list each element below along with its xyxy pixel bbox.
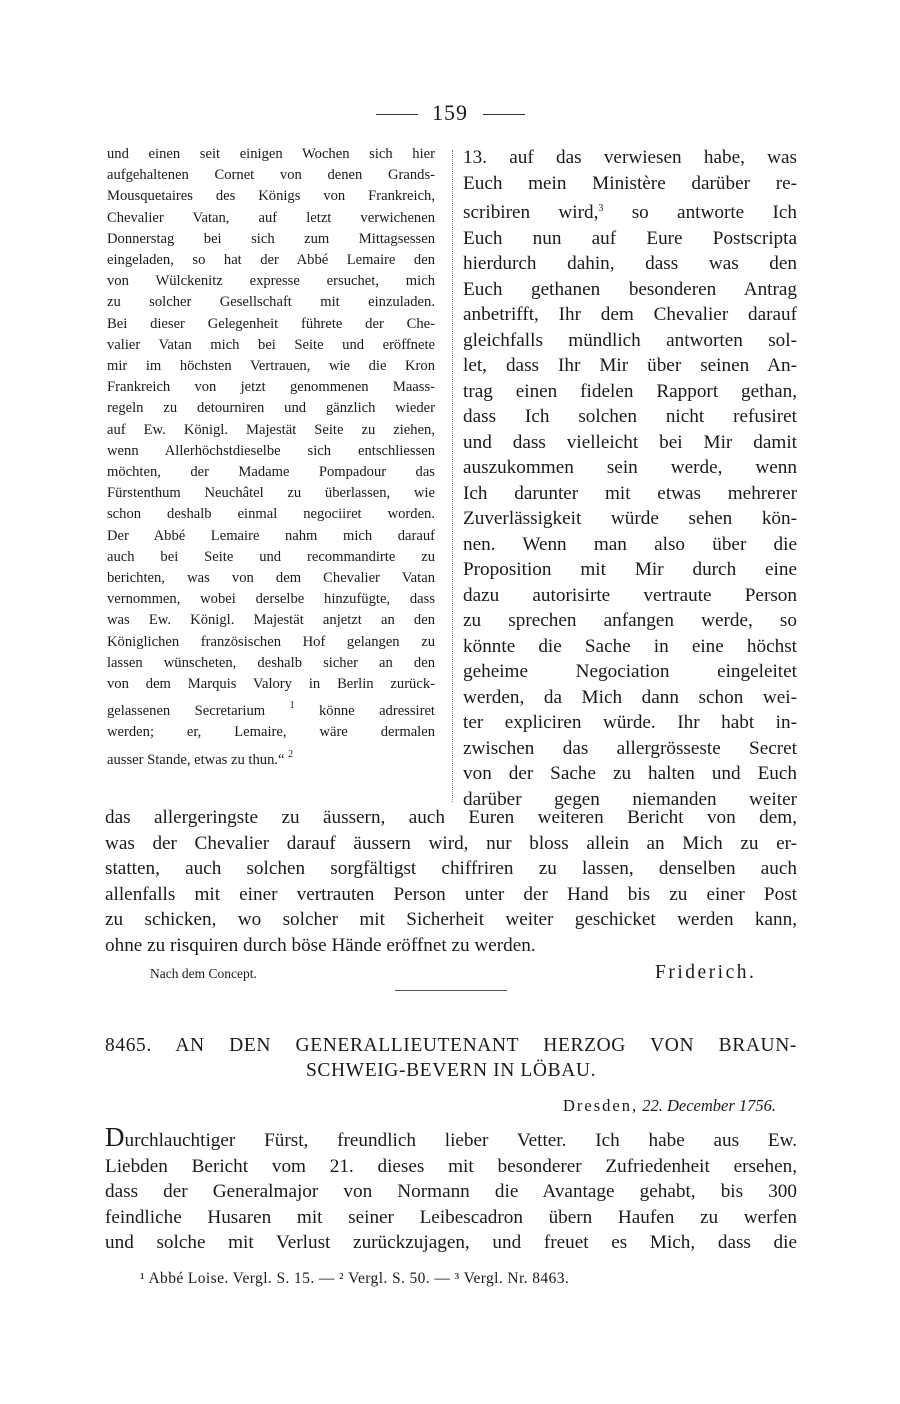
left-column-line: auf Ew. Königl. Majestät Seite zu ziehen, bbox=[107, 421, 435, 438]
paragraph-line: was der Chevalier darauf äussern wird, nur bloss allein an Mich zu er- bbox=[105, 832, 797, 854]
left-column-line: regeln zu detourniren und gänzlich wieder bbox=[107, 400, 435, 417]
right-column-line: dazu autorisirte vertraute Person bbox=[463, 584, 797, 606]
date-place: Dresden, bbox=[562, 1096, 639, 1115]
left-column bbox=[107, 144, 435, 771]
right-column-line: und dass vielleicht bei Mir damit bbox=[463, 431, 797, 453]
left-column-line: mir im höchsten Vertrauen, wie die Kron bbox=[107, 358, 435, 375]
footnote-marker: 2 bbox=[288, 748, 294, 760]
right-column-line: Euch nun auf Eure Postscripta bbox=[463, 227, 797, 249]
left-column-line: wenn Allerhöchstdieselbe sich entschliessen bbox=[107, 442, 435, 459]
right-column-line: hierdurch dahin, dass was den bbox=[463, 253, 797, 274]
letter-number: 8465. bbox=[105, 1035, 152, 1056]
letter-body-line: dass der Generalmajor von Normann die Avantage gehabt, bis 300 bbox=[105, 1181, 797, 1202]
paragraph-line: ohne zu risquiren durch böse Hände eröffnet zu werden. bbox=[105, 934, 536, 956]
paragraph-line: das allergeringste zu äussern, auch Euren weiteren Bericht von dem, bbox=[105, 807, 797, 828]
header-dash-right bbox=[483, 114, 525, 115]
left-line-text: gelassenen Secretarium bbox=[107, 703, 266, 720]
letter-body bbox=[105, 1122, 797, 1256]
right-column-line: auszukommen sein werde, wenn bbox=[463, 457, 797, 478]
letter-heading-text1: AN DEN GENERALLIEUTENANT HERZOG VON BRAUN- bbox=[175, 1035, 797, 1056]
left-column-line: und einen seit einigen Wochen sich hier bbox=[107, 146, 435, 162]
paragraph-line: statten, auch solchen sorgfältigst chiffriren zu lassen, denselben auch bbox=[105, 858, 797, 879]
left-column-line: Donnerstag bei sich zum Mittagsessen bbox=[107, 230, 435, 247]
left-column-line bbox=[107, 744, 435, 771]
left-column-line: berichten, was von dem Chevalier Vatan bbox=[107, 570, 435, 587]
right-column-line: let, dass Ihr Mir über seinen An- bbox=[463, 355, 797, 376]
footnote-marker: 1 bbox=[289, 700, 295, 712]
right-column-line: Euch gethanen besonderen Antrag bbox=[463, 278, 797, 300]
left-column-line: von Wülckenitz expresse ersuchet, mich bbox=[107, 273, 435, 290]
right-column-line bbox=[463, 196, 797, 226]
date-text: 22. December 1756. bbox=[642, 1096, 776, 1115]
letter-heading-line1 bbox=[105, 1033, 797, 1058]
footnote-marker: 3 bbox=[598, 203, 604, 214]
letter-dateline bbox=[480, 1096, 776, 1116]
left-column-line: auch bei Seite und recommandirte zu bbox=[107, 548, 435, 565]
left-column-line: valier Vatan mich bei Seite und eröffnete bbox=[107, 336, 435, 353]
letter-heading-line2: SCHWEIG-BEVERN IN LÖBAU. bbox=[305, 1060, 597, 1081]
left-column-line: Der Abbé Lemaire nahm mich darauf bbox=[107, 527, 435, 544]
right-column-line: Zuverlässigkeit würde sehen kön- bbox=[463, 508, 797, 529]
left-column-line: eingeladen, so hat der Abbé Lemaire den bbox=[107, 252, 435, 269]
right-column bbox=[463, 145, 797, 812]
right-column-line: Ich darunter mit etwas mehrerer bbox=[463, 482, 797, 504]
right-column-line: zu sprechen anfangen werde, so bbox=[463, 610, 797, 631]
full-width-paragraph bbox=[105, 805, 797, 958]
left-column-line: schon deshalb einmal negociiret worden. bbox=[107, 506, 435, 523]
left-column-line: was Ew. Königl. Majestät anjetzt an den bbox=[107, 612, 435, 629]
column-divider bbox=[452, 150, 453, 802]
right-column-line: von der Sache zu halten und Euch bbox=[463, 763, 797, 784]
left-column-line: werden; er, Lemaire, wäre dermalen bbox=[107, 724, 435, 741]
right-column-line: ter expliciren würde. Ihr habt in- bbox=[463, 712, 797, 733]
left-column-line: Königlichen französischen Hof gelangen zu bbox=[107, 633, 435, 650]
right-column-line: Euch mein Ministère darüber re- bbox=[463, 172, 797, 194]
signature: Friderich. bbox=[655, 962, 757, 983]
left-column-line: Frankreich von jetzt genommenen Maass- bbox=[107, 379, 435, 396]
right-column-line: 13. auf das verwiesen habe, was bbox=[463, 147, 797, 168]
paragraph-line: zu schicken, wo solcher mit Sicherheit weiter geschicket werden kann, bbox=[105, 909, 797, 930]
source-note: Nach dem Concept. bbox=[150, 966, 257, 981]
letter-body-line: Durchlauchtiger Fürst, freundlich lieber Vetter. Ich habe aus Ew. bbox=[105, 1122, 797, 1152]
right-column-line: geheime Negociation eingeleitet bbox=[463, 661, 797, 682]
section-separator bbox=[395, 990, 507, 991]
left-column-line bbox=[107, 695, 435, 722]
left-line-text: könne adressiret bbox=[318, 703, 435, 720]
left-column-line: vernommen, wobei derselbe hinzufügte, dass bbox=[107, 591, 435, 608]
left-column-line: Mousquetaires des Königs von Frankreich, bbox=[107, 188, 435, 205]
left-column-line: Chevalier Vatan, auf letzt verwichenen bbox=[107, 209, 435, 226]
right-column-line: könnte die Sache in eine höchst bbox=[463, 635, 797, 657]
left-column-line: möchten, der Madame Pompadour das bbox=[107, 464, 435, 481]
right-column-line: anbetrifft, Ihr dem Chevalier darauf bbox=[463, 304, 797, 325]
right-column-line: trag einen fidelen Rapport gethan, bbox=[463, 380, 797, 402]
right-column-line: werden, da Mich dann schon wei- bbox=[463, 686, 797, 708]
letter-heading bbox=[105, 1033, 797, 1083]
paragraph-line: allenfalls mit einer vertrauten Person unter der Hand bis zu einer Post bbox=[105, 883, 797, 905]
right-column-line: darüber gegen niemanden weiter bbox=[463, 788, 797, 810]
right-column-line: zwischen das allergrösseste Secret bbox=[463, 737, 797, 759]
letter-body-line: und solche mit Verlust zurückzujagen, und freuet es Mich, dass die bbox=[105, 1232, 797, 1253]
right-line-text: scribiren wird, bbox=[463, 202, 599, 223]
right-line-text: so antworte Ich bbox=[631, 202, 797, 223]
left-line-text: ausser Stande, etwas zu thun.“ bbox=[107, 751, 285, 768]
page-header bbox=[0, 100, 900, 126]
left-column-line: von dem Marquis Valory in Berlin zurück- bbox=[107, 676, 435, 693]
right-column-line: dass Ich solchen nicht refusiret bbox=[463, 406, 797, 427]
letter-body-line: Liebden Bericht vom 21. dieses mit besonderer Zufriedenheit ersehen, bbox=[105, 1155, 797, 1177]
footnotes: ¹ Abbé Loise. Vergl. S. 15. — ² Vergl. S. 50. — ³ Vergl. Nr. 8463. bbox=[140, 1270, 570, 1287]
letter-body-line: feindliche Husaren mit seiner Leibescadron übern Haufen zu werfen bbox=[105, 1206, 797, 1228]
right-column-line: Proposition mit Mir durch eine bbox=[463, 559, 797, 580]
right-column-line: nen. Wenn man also über die bbox=[463, 533, 797, 555]
left-column-line: Bei dieser Gelegenheit führete der Che- bbox=[107, 315, 435, 332]
header-dash-left bbox=[376, 114, 418, 115]
left-column-line: Fürstenthum Neuchâtel zu überlassen, wie bbox=[107, 485, 435, 502]
left-column-line: aufgehaltenen Cornet von denen Grands- bbox=[107, 167, 435, 184]
left-column-line: zu solcher Gesellschaft mit einzuladen. bbox=[107, 294, 435, 311]
page-number: 159 bbox=[432, 100, 468, 125]
left-column-line: lassen wünscheten, deshalb sicher an den bbox=[107, 654, 435, 671]
right-column-line: gleichfalls mündlich antworten sol- bbox=[463, 329, 797, 351]
